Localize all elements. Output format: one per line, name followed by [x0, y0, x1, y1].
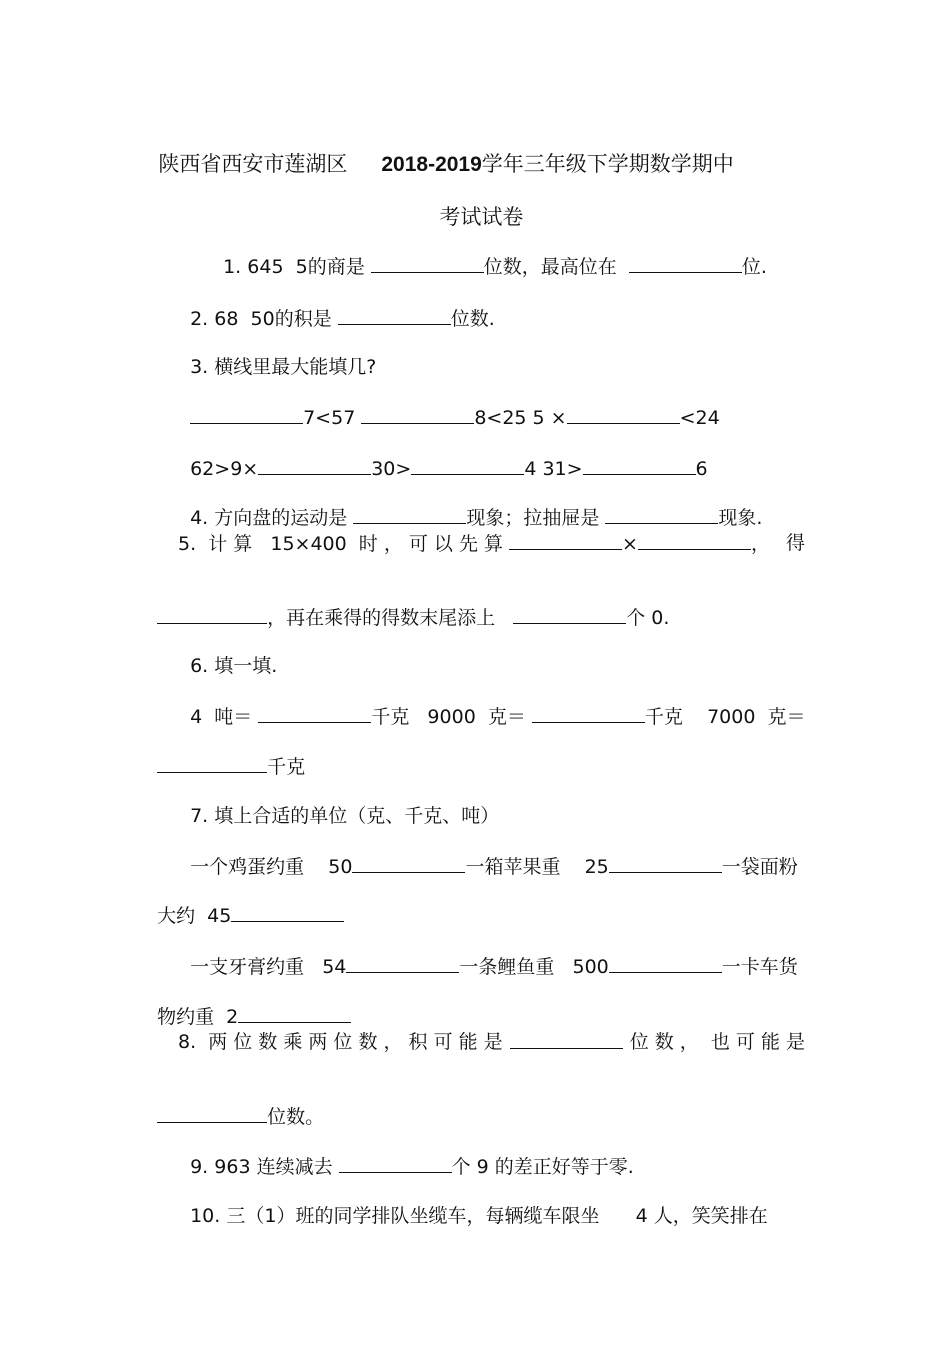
q7-blank-5[interactable] — [609, 954, 722, 973]
q8-text-a: 8. 两 位 数 乘 两 位 数 ， 积 可 能 是 — [178, 1031, 503, 1053]
q6-text-b: 千克 9000 克＝ — [371, 706, 532, 728]
q7-text-e: 一支牙膏约重 54 — [190, 956, 347, 978]
title-part2: 学年三年级下学期数学期中 — [481, 152, 734, 176]
q6-blank-2[interactable] — [532, 704, 645, 723]
question-3-title — [178, 331, 376, 379]
q9-text-b: 个 9 的差正好等于零. — [451, 1156, 634, 1178]
question-1 — [211, 230, 767, 279]
q1-blank-2[interactable] — [629, 254, 742, 273]
q7-blank-1[interactable] — [352, 854, 465, 873]
q5-text-b: × — [622, 533, 638, 555]
q1-text-c: 位数，最高位在 — [483, 256, 629, 278]
title-line-2 — [426, 181, 523, 229]
q3-blank-3[interactable] — [567, 405, 680, 424]
title-years: 2018-2019 — [381, 153, 482, 176]
q5-text-d: 得 — [785, 532, 805, 554]
q9-text-a: 9. 963 连续减去 — [190, 1156, 339, 1178]
q7-title: 7. 填上合适的单位（克、千克、吨） — [190, 805, 500, 827]
q7-text-c: 一袋面粉 — [721, 856, 798, 878]
q7-blank-3[interactable] — [231, 903, 344, 922]
title-part1: 陕西省西安市莲湖区 — [158, 152, 348, 176]
q5-blank-2[interactable] — [638, 531, 751, 550]
question-8-line-2 — [145, 1080, 324, 1129]
question-7-line-4 — [145, 980, 351, 1029]
q9-blank-1[interactable] — [339, 1154, 452, 1173]
q5-text-e: ，再在乘得的得数末尾添上 — [267, 607, 514, 629]
q7-text-h: 物约重 2 — [157, 1006, 239, 1028]
q5-blank-1[interactable] — [509, 531, 622, 550]
title-line-2-text: 考试试卷 — [439, 205, 524, 229]
q6-blank-3[interactable] — [157, 754, 267, 773]
q4-text-b: 现象；拉抽屉是 — [466, 507, 606, 529]
q3-row1-c: <24 — [679, 407, 720, 429]
q5-group — [178, 531, 770, 556]
question-3-row-2 — [178, 432, 708, 481]
q6-text-c: 千克 7000 克＝ — [644, 706, 806, 728]
question-3-row-1 — [178, 381, 720, 430]
q3-row1-a: 7<57 — [303, 407, 362, 429]
q3-blank-2[interactable] — [361, 405, 474, 424]
question-6-line-1 — [178, 680, 806, 729]
question-7-line-3 — [178, 930, 798, 979]
q6-text-d: 千克 — [267, 756, 306, 778]
q4-blank-1[interactable] — [353, 505, 466, 524]
q2-blank-1[interactable] — [338, 306, 451, 325]
q1-text-d: 位. — [741, 256, 767, 278]
question-10 — [178, 1180, 768, 1228]
q2-text-c: 位数. — [450, 308, 495, 330]
q5-text-f: 个 0. — [626, 607, 670, 629]
q8-text-b: 位 数 ， 也 可 能 是 — [629, 1031, 805, 1053]
q3-row1-b: 8<25 5 × — [474, 407, 567, 429]
q6-title: 6. 填一填. — [190, 655, 278, 677]
q3-blank-5[interactable] — [411, 456, 524, 475]
q3-blank-6[interactable] — [583, 456, 696, 475]
question-7-line-2 — [145, 879, 344, 928]
q7-text-a: 一个鸡蛋约重 50 — [190, 856, 353, 878]
q1-number: 1. 645 5 — [223, 256, 308, 278]
q3-row2-c: 4 31> — [524, 458, 583, 480]
q3-row2-d: 6 — [695, 458, 708, 480]
q2-number: 2. 68 50 — [190, 308, 275, 330]
title-line-1 — [145, 128, 734, 177]
q5-text-c: ， — [750, 533, 770, 555]
q8-text-c: 位数。 — [267, 1106, 325, 1128]
q10-text-a: 10. 三（1）班的同学排队坐缆车，每辆缆车限坐 4 人，笑笑排在 — [190, 1205, 768, 1227]
question-7-line-1 — [178, 830, 798, 879]
q7-blank-2[interactable] — [609, 854, 722, 873]
q1-text-b: 的商是 — [307, 256, 371, 278]
q8-blank-1[interactable] — [510, 1030, 623, 1049]
q7-blank-4[interactable] — [346, 954, 459, 973]
q7-blank-6[interactable] — [238, 1004, 351, 1023]
question-4 — [178, 481, 762, 530]
question-2 — [178, 282, 495, 331]
q3-row2-b: 30> — [371, 458, 412, 480]
q5-blank-4[interactable] — [513, 605, 626, 624]
q6-text-a: 4 吨＝ — [190, 706, 259, 728]
q4-blank-2[interactable] — [605, 505, 718, 524]
question-5-line-1 — [178, 531, 805, 556]
q8-blank-2[interactable] — [157, 1104, 267, 1123]
question-8-line-1 — [178, 1030, 805, 1054]
q5-text-a: 5. 计 算 15×400 时 ， 可 以 先 算 — [178, 533, 510, 555]
question-7-title — [178, 780, 499, 828]
q7-text-g: 一卡车货 — [721, 956, 798, 978]
q5-blank-3[interactable] — [157, 605, 267, 624]
question-6-title — [178, 630, 277, 678]
q7-text-d: 大约 45 — [157, 905, 232, 927]
q4-text-a: 4. 方向盘的运动是 — [190, 507, 354, 529]
q7-text-f: 一条鲤鱼重 500 — [459, 956, 609, 978]
q3-title: 3. 横线里最大能填几? — [190, 356, 377, 378]
question-5-line-2 — [145, 581, 669, 630]
q3-blank-4[interactable] — [258, 456, 371, 475]
q2-text-b: 的积是 — [274, 308, 338, 330]
q7-text-b: 一箱苹果重 25 — [465, 856, 609, 878]
question-9 — [178, 1130, 634, 1179]
q3-blank-1[interactable] — [190, 405, 303, 424]
q4-text-c: 现象. — [718, 507, 763, 529]
q1-blank-1[interactable] — [371, 254, 484, 273]
q6-blank-1[interactable] — [258, 704, 371, 723]
q3-row2-a: 62>9× — [190, 458, 259, 480]
question-6-line-2 — [145, 730, 305, 779]
